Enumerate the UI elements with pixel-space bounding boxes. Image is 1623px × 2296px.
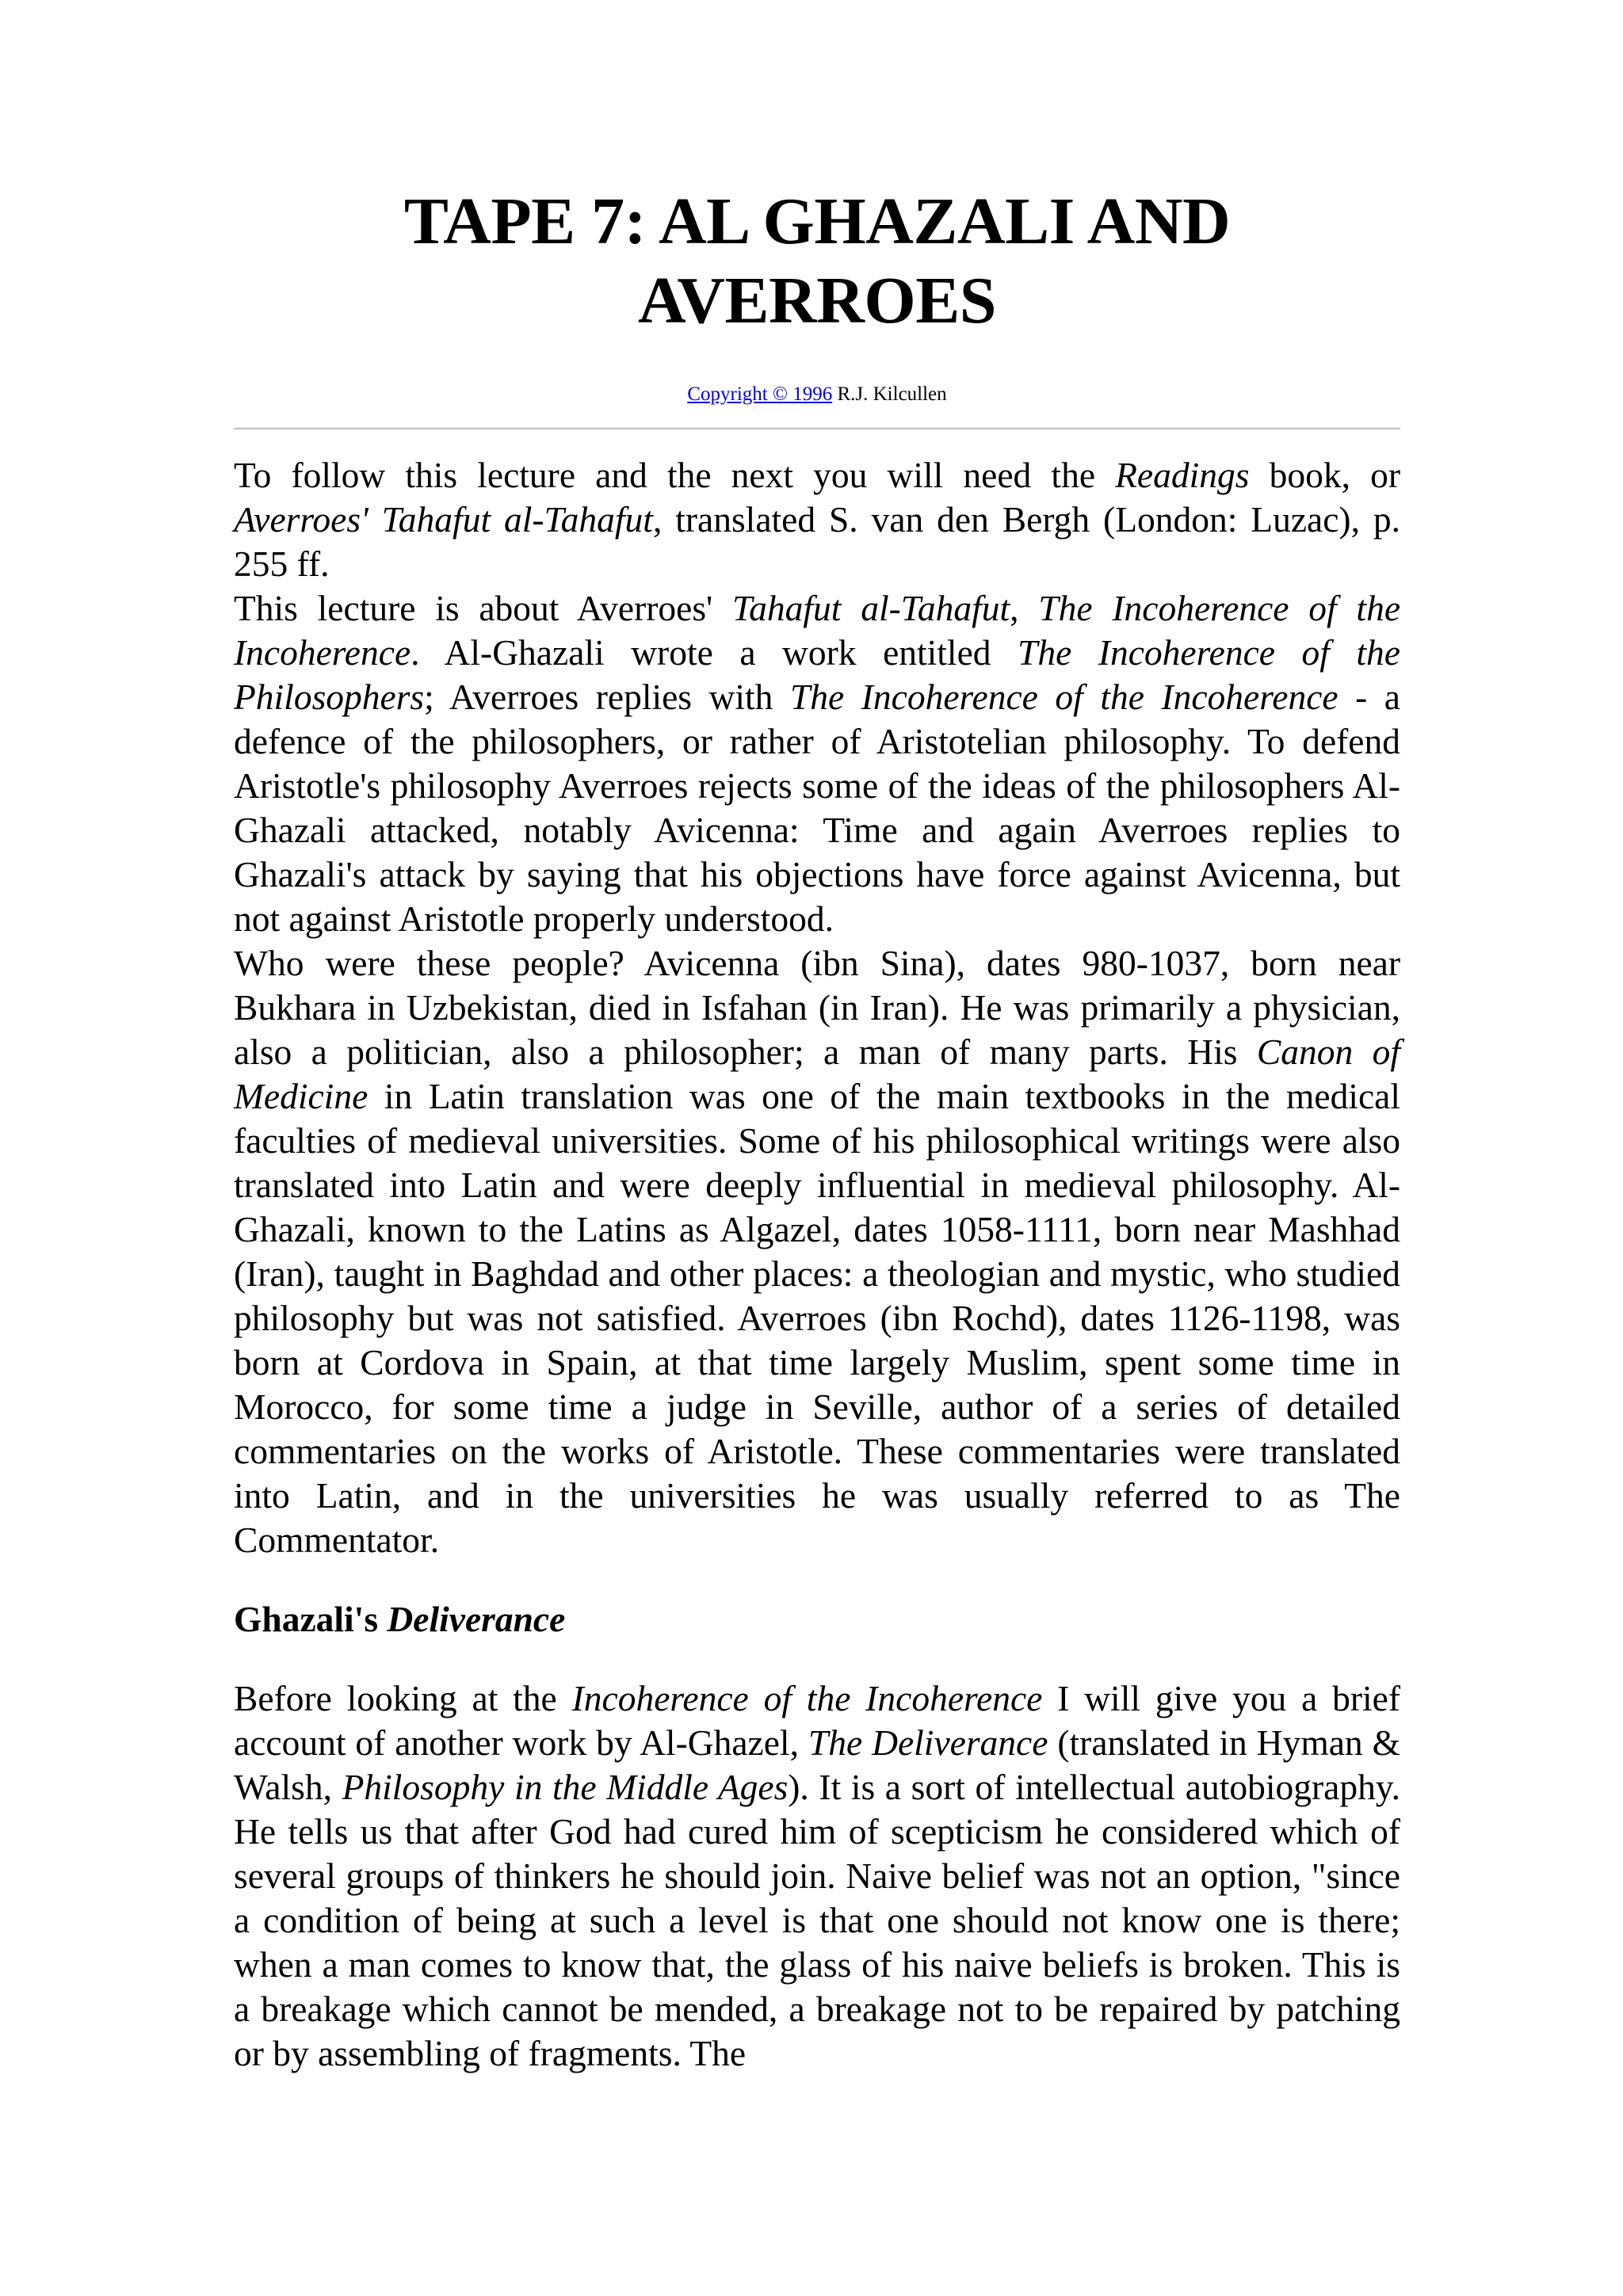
horizontal-rule bbox=[234, 428, 1400, 431]
paragraph-about-lecture: This lecture is about Averroes' Tahafut al-Tahafut, The Incoherence of the Incoherence. Al-Ghazali wrote a work entitled The Incoherence of the Philosophers; Averroes replies with The Incoherence of the Incoherence - a defence of the philosophers, or rather of Aristotelian philosophy. To defend Aristotle's philosophy Averroes rejects some of the ideas of the philosophers Al-Ghazali attacked, notably Avicenna: Time and again Averroes replies to Ghazali's attack by saying that his objections have force against Avicenna, but not against Aristotle properly understood. bbox=[234, 588, 1401, 939]
document-page bbox=[234, 182, 1400, 2076]
page-title: TAPE 7: AL GHAZALI AND AVERROES bbox=[403, 185, 1231, 338]
copyright-link[interactable]: Copyright © 1996 bbox=[687, 383, 833, 405]
paragraph-biographies: Who were these people? Avicenna (ibn Sina), dates 980-1037, born near Bukhara in Uzbekistan, died in Isfahan (in Iran). He was primarily a physician, also a politician, also a philosopher; a man of many parts. His Canon of Medicine in Latin translation was one of the main textbooks in the medical faculties of medieval universities. Some of his philosophical writings were also translated into Latin and were deeply influential in medieval philosophy. Al-Ghazali, known to the Latins as Algazel, dates 1058-1111, born near Mashhad (Iran), taught in Baghdad and other places: a theologian and mystic, who studied philosophy but was not satisfied. Averroes (ibn Rochd), dates 1126-1198, was born at Cordova in Spain, at that time largely Muslim, spent some time in Morocco, for some time a judge in Seville, author of a series of detailed commentaries on the works of Aristotle. These commentaries were translated into Latin, and in the universities he was usually referred to as The Commentator. bbox=[234, 943, 1400, 1560]
paragraph-deliverance: Before looking at the Incoherence of the Incoherence I will give you a brief account of another work by Al-Ghazel, The Deliverance (translated in Hyman & Walsh, Philosophy in the Middle Ages). It is a sort of intellectual autobiography. He tells us that after God had cured him of scepticism he considered which of several groups of thinkers he should join. Naive belief was not an option, "since a condition of being at such a level is that one should not know one is there; when a man comes to know that, the glass of his naive beliefs is broken. This is a breakage which cannot be mended, a breakage not to be repaired by patching or by assembling of fragments. The bbox=[234, 1678, 1400, 2073]
section-heading-deliverance: Ghazali's Deliverance bbox=[234, 1599, 566, 1639]
article-body bbox=[234, 453, 1400, 2076]
paragraph-intro: To follow this lecture and the next you will need the Readings book, or Averroes' Tahafut al-Tahafut, translated S. van den Bergh (London: Luzac), p. 255 ff. bbox=[234, 455, 1401, 584]
copyright-author: R.J. Kilcullen bbox=[837, 383, 947, 405]
copyright-line bbox=[234, 382, 1400, 407]
